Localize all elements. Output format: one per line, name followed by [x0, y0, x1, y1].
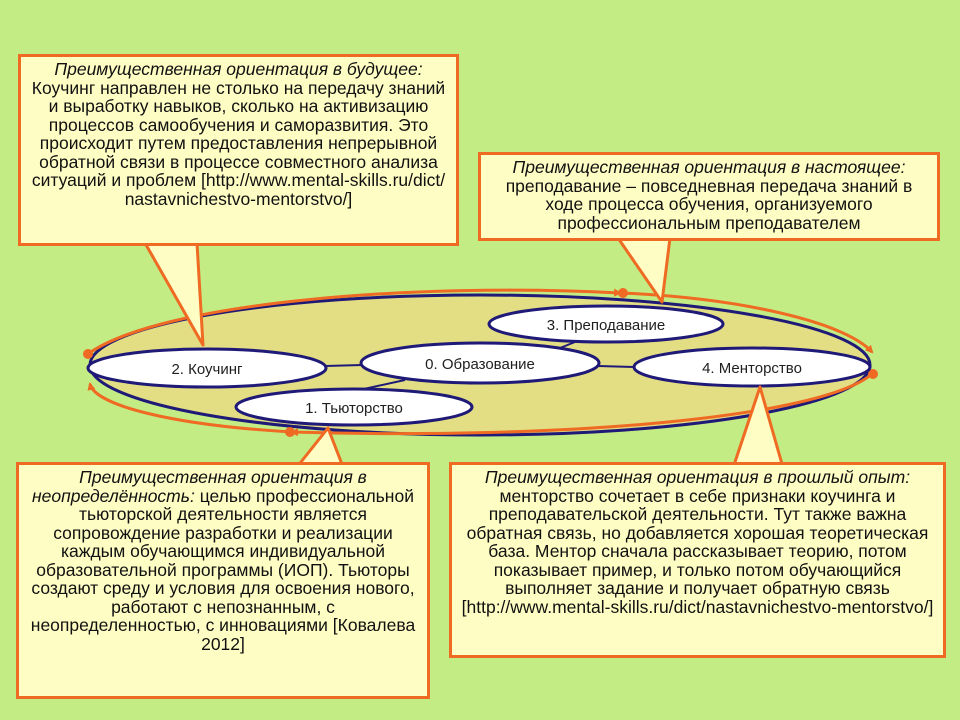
cycle-dot-bottom	[285, 427, 295, 437]
node-center	[361, 343, 599, 383]
callout-past-heading: Преимущественная ориентация в прошлый опыт:	[484, 467, 911, 487]
callout-present	[478, 152, 940, 241]
callout-present-heading: Преимущественная ориентация в настоящее:	[512, 157, 906, 177]
callout-future	[18, 54, 459, 246]
callout-future-body: Коучинг направлен не столько на передачу знаний и выработку навыков, сколько на активизацию процессов самообучения и саморазвития. Это происходит путем предоставления непрерывной обратной связи в процессе совместного анализа ситуаций и проблем [http://www.mental-skills.ru/dict/ nastavnichestvo-mentorstvo/]	[31, 77, 446, 209]
callout-uncertainty	[16, 462, 430, 699]
node-coaching-label: 2. Коучинг	[171, 361, 243, 378]
node-mentoring-label: 4. Менторство	[702, 360, 802, 377]
node-tutoring	[236, 389, 472, 425]
connector-center-mentoring	[598, 366, 634, 367]
callout-present-body: преподавание – повседневная передача знаний в ходе процесса обучения, организуемого профессиональным преподавателем	[505, 175, 913, 233]
node-center-label: 0. Образование	[425, 356, 535, 373]
node-coaching	[88, 349, 326, 387]
callout-past	[449, 462, 946, 658]
node-tutoring-label: 1. Тьюторство	[305, 400, 403, 417]
node-teaching	[489, 306, 723, 342]
callout-uncertainty-body: целью профессиональной тьюторской деятельности является сопровождение разработки и реализации каждым обучающимся индивидуальной образовательной программы (ИОП). Тьюторы создают среду и условия для освоения нового, работают с непознанным, с неопределенностью, с инновациями [Ковалева 2012]	[30, 485, 416, 654]
callout-uncertainty-heading: Преимущественная ориентация в неопределённость:	[32, 467, 367, 506]
callout-past-body: менторство сочетает в себе признаки коучинга и преподавательской деятельности. Тут также важна обратная связь, но добавляется хорошая теоретическая база. Ментор сначала рассказывает теорию, потом показывает пример, и только потом обучающийся выполняет задание и получает обратную связь [http://www.mental-skills.ru/dict/nastavnichestvo-mentorstvo/]	[461, 485, 934, 617]
node-teaching-label: 3. Преподавание	[546, 317, 666, 334]
node-mentoring	[634, 348, 870, 386]
connector-center-coaching	[325, 365, 362, 366]
cycle-dot-left	[83, 349, 93, 359]
callout-future-heading: Преимущественная ориентация в будущее:	[54, 59, 423, 79]
cycle-dot-top	[618, 288, 628, 298]
